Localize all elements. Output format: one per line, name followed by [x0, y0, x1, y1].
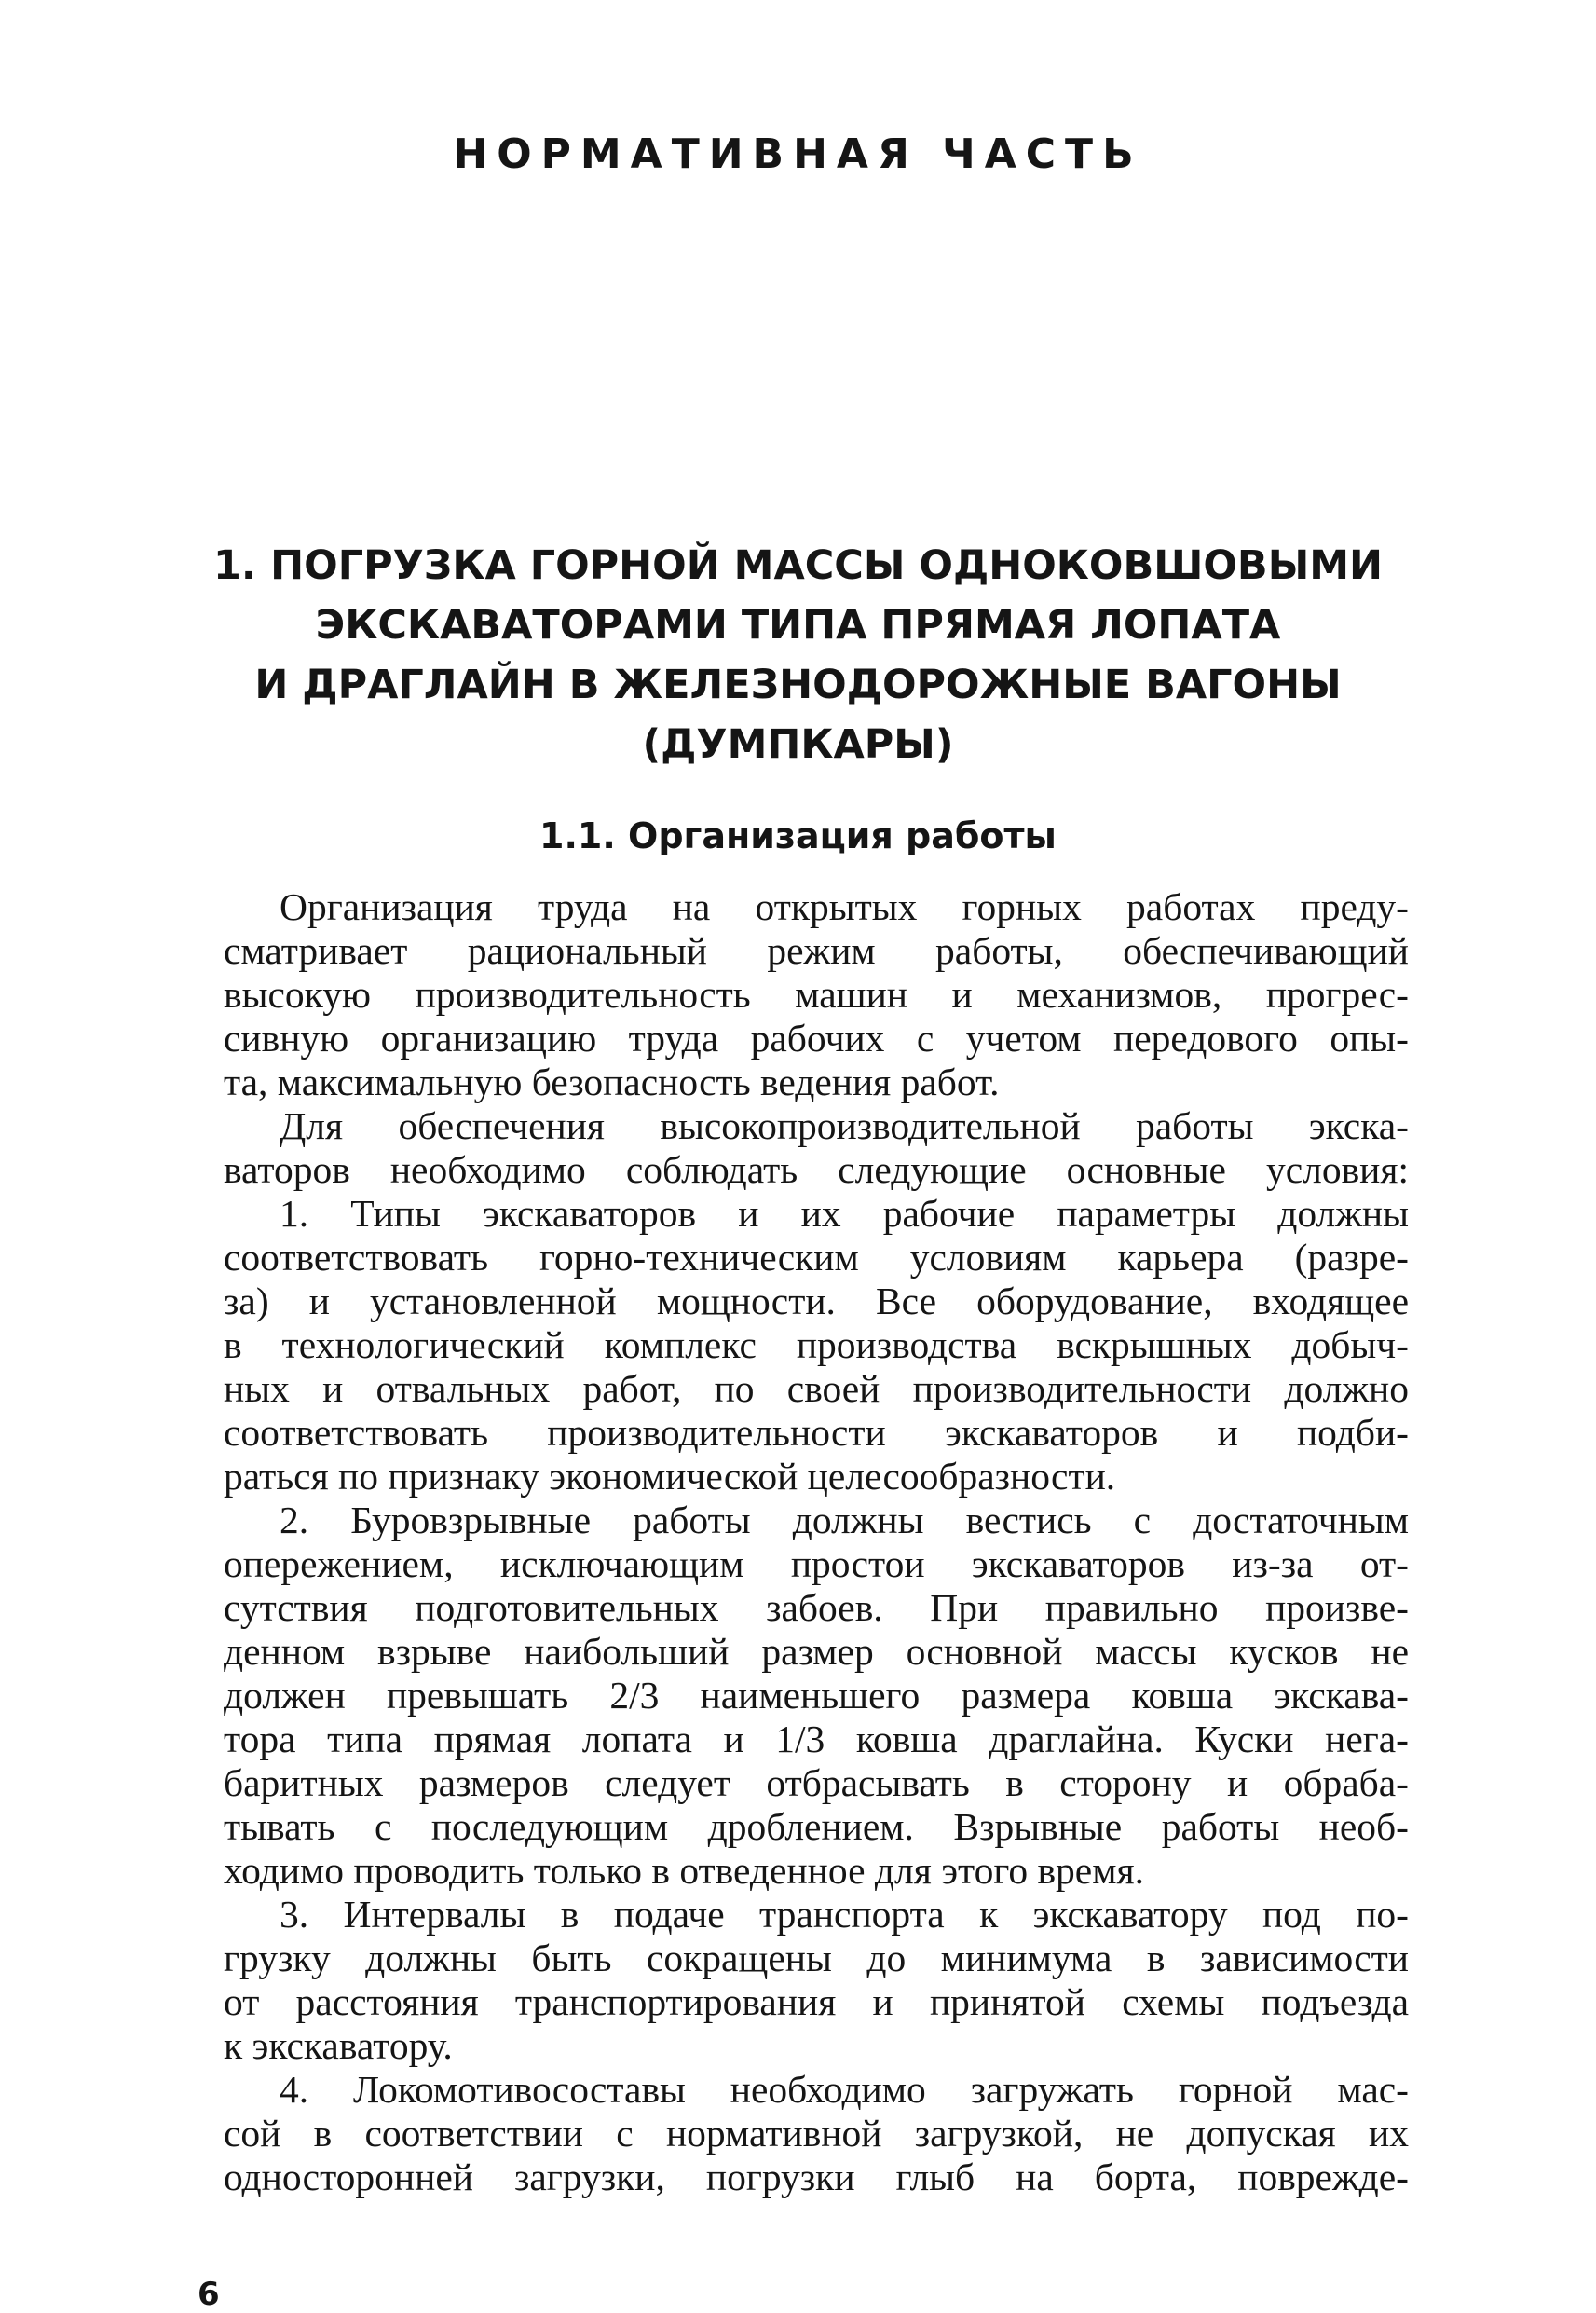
text-line: высокую производительность машин и механизмов, прогрес- — [224, 973, 1409, 1016]
text-line: баритных размеров следует отбрасывать в сторону и обраба- — [224, 1761, 1409, 1804]
text-line: сой в соответствии с нормативной загрузкой, не допуская их — [224, 2112, 1409, 2155]
body-text — [224, 885, 1409, 2199]
part-title: НОРМАТИВНАЯ ЧАСТЬ — [453, 130, 1143, 178]
text-line: односторонней загрузки, погрузки глыб на борта, поврежде- — [224, 2156, 1409, 2198]
section-title: 1.1. Организация работы — [539, 815, 1057, 856]
text-line: грузку должны быть сокращены до минимума в зависимости — [224, 1937, 1409, 1979]
text-line: ных и отвальных работ, по своей производительности должно — [224, 1367, 1409, 1410]
text-line: 4. Локомотивосоставы необходимо загружать горной мас- — [280, 2068, 1409, 2111]
text-line: опережением, исключающим простои экскаваторов из-за от- — [224, 1542, 1409, 1585]
text-line: ваторов необходимо соблюдать следующие основные условия: — [224, 1148, 1409, 1191]
text-line: Организация труда на открытых горных работах преду- — [280, 885, 1409, 928]
text-line: 3. Интервалы в подаче транспорта к экскаватору под по- — [280, 1893, 1409, 1936]
chapter-title-line: (ДУМПКАРЫ) — [642, 721, 954, 768]
chapter-title-line: И ДРАГЛАЙН В ЖЕЛЕЗНОДОРОЖНЫЕ ВАГОНЫ — [254, 662, 1342, 708]
text-line: должен превышать 2/3 наименьшего размера ковша экскава- — [224, 1674, 1409, 1717]
text-line: денном взрыве наибольший размер основной массы кусков не — [224, 1630, 1409, 1673]
page-number: 6 — [198, 2276, 220, 2313]
text-line: к экскаватору. — [224, 2024, 453, 2067]
text-line: ходимо проводить только в отведенное для этого время. — [224, 1849, 1144, 1892]
chapter-title-line: 1. ПОГРУЗКА ГОРНОЙ МАССЫ ОДНОКОВШОВЫМИ — [212, 542, 1384, 589]
text-line: за) и установленной мощности. Все оборудование, входящее — [224, 1280, 1409, 1322]
text-line: 1. Типы экскаваторов и их рабочие параметры должны — [280, 1192, 1409, 1235]
text-line: Для обеспечения высокопроизводительной работы экска- — [280, 1104, 1409, 1147]
text-line: тывать с последующим дроблением. Взрывные работы необ- — [224, 1805, 1409, 1848]
text-line: 2. Буровзрывные работы должны вестись с достаточным — [280, 1499, 1409, 1541]
text-line: сутствия подготовительных забоев. При правильно произве- — [224, 1586, 1409, 1629]
text-line: та, максимальную безопасность ведения работ. — [224, 1061, 1000, 1103]
text-line: в технологический комплекс производства вскрышных добыч- — [224, 1323, 1409, 1366]
text-line: соответствовать производительности экскаваторов и подби- — [224, 1411, 1409, 1454]
text-line: сивную организацию труда рабочих с учетом передового опы- — [224, 1017, 1409, 1060]
chapter-title — [186, 536, 1410, 774]
text-line: от расстояния транспортирования и принятой схемы подъезда — [224, 1980, 1409, 2023]
text-line: соответствовать горно-техническим условиям карьера (разре- — [224, 1236, 1409, 1279]
chapter-title-line: ЭКСКАВАТОРАМИ ТИПА ПРЯМАЯ ЛОПАТА — [315, 602, 1281, 649]
text-line: тора типа прямая лопата и 1/3 ковша драглайна. Куски нега- — [224, 1718, 1409, 1760]
text-line: раться по признаку экономической целесообразности. — [224, 1455, 1116, 1498]
text-line: сматривает рациональный режим работы, обеспечивающий — [224, 929, 1409, 972]
